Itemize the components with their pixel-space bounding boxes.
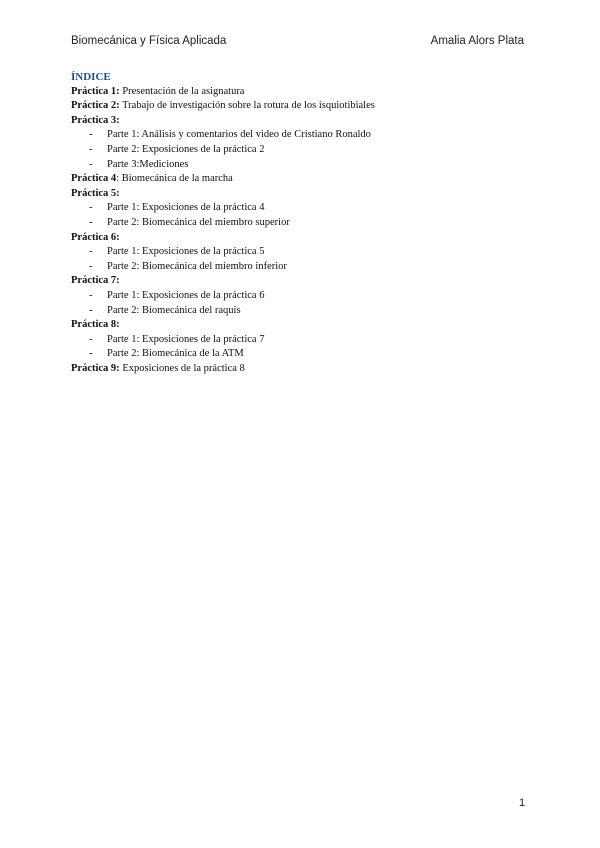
page-header — [71, 35, 524, 47]
toc-entry — [71, 187, 531, 202]
toc-entry — [71, 231, 531, 246]
toc-sub-entry: - Parte 2: Biomecánica de la ATM — [89, 348, 244, 360]
toc-sub-entry: - Parte 2: Biomecánica del miembro superior — [89, 216, 290, 228]
sub-entry-text: Parte 1: Exposiciones de la práctica 4 — [107, 202, 265, 214]
toc-entry — [71, 362, 531, 377]
toc-entry — [71, 99, 531, 114]
sub-entry-text: Parte 2: Exposiciones de la práctica 2 — [107, 143, 265, 155]
toc-sub-entry: - Parte 2: Biomecánica del miembro inferior — [89, 260, 287, 272]
entry-label: Práctica 7: — [71, 275, 120, 287]
toc-sub-entry: - Parte 2: Exposiciones de la práctica 2 — [89, 143, 265, 155]
entry-text: Presentación de la asignatura — [119, 85, 245, 97]
toc-sub-entry: - Parte 3:Mediciones — [89, 158, 189, 170]
sub-entry-text: Parte 1: Exposiciones de la práctica 6 — [107, 289, 265, 301]
toc-entry — [71, 172, 531, 187]
page-number: 1 — [519, 797, 526, 809]
entry-label: Práctica 4 — [71, 173, 117, 185]
entry-label: Práctica 3: — [71, 114, 120, 126]
sub-entry-text: Parte 2: Biomecánica de la ATM — [107, 348, 244, 360]
table-of-contents — [71, 70, 531, 376]
entry-text: Trabajo de investigación sobre la rotura de los isquiotibiales — [119, 100, 375, 112]
toc-sub-entry: - Parte 1: Análisis y comentarios del video de Cristiano Ronaldo — [89, 129, 371, 141]
toc-sub-entry: - Parte 1: Exposiciones de la práctica 6 — [89, 289, 265, 301]
toc-entry — [71, 274, 531, 289]
toc-sub-entry: - Parte 1: Exposiciones de la práctica 7 — [89, 333, 265, 345]
sub-entry-text: Parte 1: Exposiciones de la práctica 7 — [107, 333, 265, 345]
toc-sub-entry: - Parte 1: Exposiciones de la práctica 5 — [89, 246, 265, 258]
toc-entry — [71, 318, 531, 333]
toc-sub-entry: - Parte 2: Biomecánica del raquis — [89, 304, 241, 316]
sub-entry-text: Parte 2: Biomecánica del miembro superior — [107, 216, 290, 228]
toc-title: ÍNDICE — [71, 71, 111, 83]
toc-sub-entry: - Parte 1: Exposiciones de la práctica 4 — [89, 202, 265, 214]
entry-text: Exposiciones de la práctica 8 — [119, 362, 245, 374]
entry-label: Práctica 9: — [71, 362, 120, 374]
sub-entry-text: Parte 1: Análisis y comentarios del video de Cristiano Ronaldo — [107, 129, 371, 141]
header-course-title: Biomecánica y Física Aplicada — [71, 35, 227, 47]
sub-entry-text: Parte 2: Biomecánica del miembro inferior — [107, 260, 287, 272]
toc-entry — [71, 85, 531, 100]
entry-label: Práctica 6: — [71, 231, 120, 243]
sub-entry-text: Parte 1: Exposiciones de la práctica 5 — [107, 246, 265, 258]
header-author: Amalia Alors Plata — [430, 35, 524, 47]
entry-label: Práctica 8: — [71, 319, 120, 331]
entry-text: : Biomecánica de la marcha — [116, 173, 233, 185]
sub-entry-text: Parte 2: Biomecánica del raquis — [107, 304, 241, 316]
entry-label: Práctica 2: — [71, 100, 120, 112]
toc-entry — [71, 114, 531, 129]
entry-label: Práctica 1: — [71, 85, 120, 97]
sub-entry-text: Parte 3:Mediciones — [107, 158, 189, 170]
entry-label: Práctica 5: — [71, 187, 120, 199]
